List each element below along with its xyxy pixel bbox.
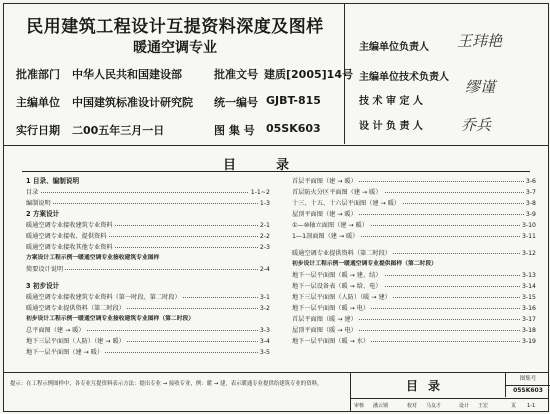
header-divider — [4, 145, 548, 146]
toc-entry-label: 屋顶平面图（暖 → 电） — [292, 327, 357, 334]
toc-entry-page: 3-16 — [521, 305, 536, 312]
toc-entry-label: 屋顶平面图（建 → 暖） — [292, 211, 357, 218]
toc-entry-page: 3-19 — [521, 338, 536, 345]
approve-doc: 建质[2005]14号 — [264, 68, 353, 81]
approve-doc-label: 批准文号 — [214, 68, 258, 81]
toc-entry — [292, 270, 536, 281]
signature-handwriting: 乔兵 — [461, 116, 492, 134]
toc-entry — [292, 303, 536, 314]
toc-entry — [26, 264, 270, 275]
toc-entry-page: 3-8 — [525, 200, 536, 207]
toc-entry-page: 3-18 — [521, 327, 536, 334]
atlas-no-label: 图 集 号 — [214, 124, 255, 137]
toc-entry-label: 地下一层平面图（建 → 暖） — [26, 349, 104, 356]
toc-title: 目录 — [222, 158, 329, 173]
toc-entry-page: 3-7 — [525, 189, 536, 196]
toc-heading-label: 1 目录、编制说明 — [26, 177, 80, 185]
atlas-code-label: 图集号 — [505, 373, 550, 386]
toc-entry-label: 暖通空调专业接收、提供资料 — [26, 233, 107, 240]
toc-entry-page: 3-2 — [259, 305, 270, 312]
toc-entry — [26, 325, 270, 336]
signature-label: 主编单位技术负责人 — [359, 72, 449, 83]
toc-entry-page: 3-5 — [259, 349, 270, 356]
toc-entry-page: 3-3 — [259, 327, 270, 334]
toc-entry — [26, 187, 270, 198]
toc-entry — [292, 325, 536, 336]
footer-note: 提示：在工程示例图样中，各专业互提资料表示方法：提出专业 → 接收专业，例：暖 → 建，表示暖通专业提供给建筑专业的资料。 — [10, 381, 323, 387]
toc-entry-page: 3-6 — [525, 178, 536, 185]
toc-entry-label: 暖通空调专业接收建筑专业资料（第一时段、第二时段） — [26, 294, 181, 301]
toc-entry-label: 1—1剖面图（建 → 暖） — [292, 233, 359, 240]
title-block-title: 目录 — [405, 379, 450, 393]
toc-subheading — [26, 314, 270, 325]
document-subtitle: 暖通空调专业 — [133, 40, 217, 56]
editor-label: 主编单位 — [16, 96, 60, 109]
toc-entry — [292, 209, 536, 220]
toc-entry-page: 3-10 — [521, 222, 536, 229]
toc-entry — [26, 198, 270, 209]
toc-right-column — [292, 176, 536, 347]
toc-entry-label: 十三、十五、十六层平面图（建 → 暖） — [292, 200, 401, 207]
sign-row-cell: 王宏 — [478, 403, 489, 409]
toc-entry-label: 首层平面图（暖 → 建） — [292, 316, 357, 323]
toc-entry-label: 地下一层平面图（暖 → 建、结） — [292, 272, 382, 279]
toc-entry-page: 2-2 — [259, 233, 270, 240]
toc-entry-label: 简要设计说明 — [26, 266, 64, 273]
signature-handwriting: 缪谨 — [465, 78, 496, 96]
drawing-sheet — [3, 3, 549, 412]
toc-entry — [26, 242, 270, 253]
toc-heading-label: 初步设计工程示例一暖通空调专业接收建筑专业图样（第二时段） — [26, 314, 196, 325]
toc-entry-page: 3-9 — [525, 211, 536, 218]
toc-section-heading — [26, 281, 270, 292]
toc-entry-page: 1-3 — [259, 200, 270, 207]
toc-entry — [26, 336, 270, 347]
toc-entry — [292, 198, 536, 209]
toc-entry-label: 目录 — [26, 189, 39, 196]
toc-entry — [292, 187, 536, 198]
signature-panel — [344, 4, 549, 144]
toc-left-column — [26, 176, 270, 358]
document-title: 民用建筑工程设计互提资料深度及图样 — [26, 17, 324, 37]
sign-row-cell: 潘云钢 — [373, 403, 389, 409]
signature-label: 主编单位负责人 — [359, 42, 429, 53]
toc-entry-label: 编制说明 — [26, 200, 51, 207]
atlas-code: 05SK603 — [505, 385, 550, 397]
toc-entry-page: 3-14 — [521, 283, 536, 290]
toc-leader-dots — [26, 192, 270, 193]
toc-entry-page: 1-1~2 — [250, 189, 270, 196]
unified-no-label: 统一编号 — [214, 96, 258, 109]
sign-row-cell: 校对 — [407, 403, 418, 409]
toc-entry — [26, 220, 270, 231]
toc-entry-label: 暖通空调专业提供资料（第二时段） — [292, 250, 391, 257]
toc-entry-page: 3-15 — [521, 294, 536, 301]
title-block — [4, 372, 548, 412]
toc-leader-dots — [26, 203, 270, 204]
toc-entry-page: 2-3 — [259, 244, 270, 251]
toc-subheading — [26, 253, 270, 264]
signature-label: 技 术 审 定 人 — [359, 96, 423, 107]
toc-entry-page: 3-17 — [521, 316, 536, 323]
toc-entry — [292, 176, 536, 187]
toc-entry-label: 暖通空调专业提供资料（第二时段） — [26, 305, 125, 312]
toc-section-heading — [26, 209, 270, 220]
signature-handwriting: 王玮艳 — [457, 32, 503, 50]
toc-entry — [292, 292, 536, 303]
sign-row-cell: 页 — [511, 403, 517, 409]
header-left — [4, 4, 353, 144]
impl-date: 二00五年三月一日 — [72, 124, 165, 137]
toc-rule — [22, 171, 530, 172]
toc-entry-label: ①—⑩轴立面图（建 → 暖） — [292, 222, 368, 229]
toc-entry-page: 2-1 — [259, 222, 270, 229]
toc-entry — [26, 303, 270, 314]
toc-entry-page: 3-11 — [521, 233, 536, 240]
sign-row — [351, 398, 549, 413]
toc-entry-page: 3-13 — [521, 272, 536, 279]
toc-entry — [292, 231, 536, 242]
atlas-no: 05SK603 — [266, 122, 321, 135]
toc-entry-label: 地下一层设备表（暖 → 给、电） — [292, 283, 382, 290]
sign-row-cell: 马友才 — [426, 403, 442, 409]
editor: 中国建筑标准设计研究院 — [72, 96, 193, 109]
toc-heading-label: 初步设计工程示例一暖通空调专业提供图样（第二时段） — [292, 259, 439, 270]
approve-dept: 中华人民共和国建设部 — [72, 68, 182, 81]
impl-date-label: 实行日期 — [16, 124, 60, 137]
toc-entry-label: 暖通空调专业接收建筑专业资料 — [26, 222, 113, 229]
toc-entry-label: 总平面图（建 → 暖） — [26, 327, 85, 334]
toc-entry-page: 2-4 — [259, 266, 270, 273]
approve-dept-label: 批准部门 — [16, 68, 60, 81]
toc-entry-label: 地下一层平面图（暖 → 水） — [292, 338, 370, 345]
toc-entry-page: 3-4 — [259, 338, 270, 345]
toc-heading-label: 方案设计工程示例一暖通空调专业接收建筑专业图样 — [26, 253, 161, 264]
title-block-box — [350, 373, 549, 412]
toc-entry — [292, 314, 536, 325]
toc-entry — [292, 336, 536, 347]
toc-entry-label: 首层防火分区平面图（建 → 暖） — [292, 189, 382, 196]
toc-entry-label: 地下三层平面图（人防）（建 → 暖） — [26, 338, 125, 345]
toc-section-heading — [26, 176, 270, 187]
toc-subheading — [292, 259, 536, 270]
signature-label: 设 计 负 责 人 — [359, 121, 423, 132]
toc-heading-label: 2 方案设计 — [26, 210, 60, 218]
toc-entry — [292, 220, 536, 231]
sign-row-cell: 1-1 — [527, 403, 536, 409]
toc-entry-label: 地下一层平面图（暖 → 电） — [292, 305, 370, 312]
sign-row-cell: 审核 — [354, 403, 365, 409]
toc-entry — [26, 347, 270, 358]
toc-entry — [26, 231, 270, 242]
toc-entry-label: 地下三层平面图（人防）（暖 → 建） — [292, 294, 391, 301]
toc-entry — [26, 292, 270, 303]
toc-entry — [292, 281, 536, 292]
sign-row-cell: 设计 — [459, 403, 470, 409]
toc-heading-label: 3 初步设计 — [26, 282, 60, 290]
unified-no: GJBT-815 — [266, 94, 321, 107]
toc-entry-label: 首层平面图（建 → 暖） — [292, 178, 357, 185]
toc-entry-label: 暖通空调专业接收其他专业资料 — [26, 244, 113, 251]
toc-entry-page: 3-1 — [259, 294, 270, 301]
toc-entry — [292, 248, 536, 259]
toc-entry-page: 3-12 — [521, 250, 536, 257]
